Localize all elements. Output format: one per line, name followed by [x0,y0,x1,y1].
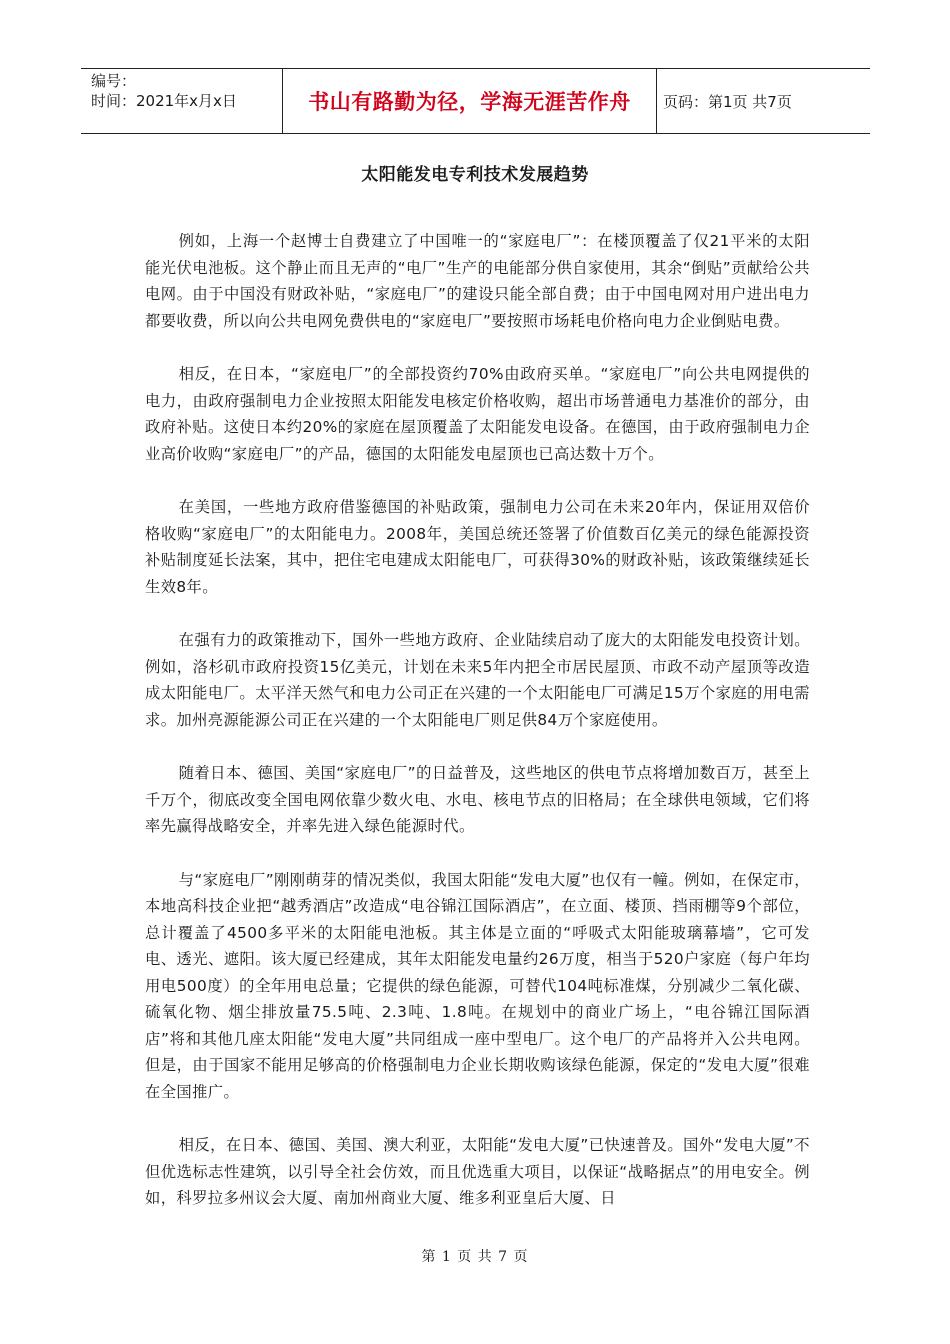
paragraph: 在美国，一些地方政府借鉴德国的补贴政策，强制电力公司在未来20年内，保证用双倍价格收购“家庭电厂”的太阳能电力。2008年，美国总统还签署了价值数百亿美元的绿色能源投资补贴制度延长法案，其中，把住宅电建成太阳能电厂，可获得30%的财政补贴，该政策继续延长生效8年。 [145,498,810,596]
header-page-number: 页码：第1页 共7页 [663,92,792,111]
header-motto: 书山有路勤为径，学海无涯苦作舟 [283,69,657,133]
paragraph: 在强有力的政策推动下，国外一些地方政府、企业陆续启动了庞大的太阳能发电投资计划。例如，洛杉矶市政府投资15亿美元，计划在未来5年内把全市居民屋顶、市政不动产屋顶等改造成太阳能电厂。太平洋天然气和电力公司正在兴建的一个太阳能电厂可满足15万个家庭的用电需求。加州亮源能源公司正在兴建的一个太阳能电厂则足供84万个家庭使用。 [145,631,810,729]
paragraph: 与“家庭电厂”刚刚萌芽的情况类似，我国太阳能“发电大厦”也仅有一幢。例如，在保定市，本地高科技企业把“越秀酒店”改造成“电谷锦江国际酒店”，在立面、楼顶、挡雨棚等9个部位，总计覆盖了4500多平米的太阳能电池板。其主体是立面的“呼吸式太阳能玻璃幕墙”，它可发电、透光、遮阳。该大厦已经建成，其年太阳能发电量约26万度，相当于520户家庭（每户年均用电500度）的全年用电总量；它提供的绿色能源，可替代104吨标准煤，分别减少二氧化碳、硫氧化物、烟尘排放量75.5吨、2.3吨、1.8吨。在规划中的商业广场上，“电谷锦江国际酒店”将和其他几座太阳能“发电大厦”共同组成一座中型电厂。这个电厂的产品将并入公共电网。但是，由于国家不能用足够高的价格强制电力企业长期收购该绿色能源，保定的“发电大厦”很难在全国推广。 [145,870,810,1101]
paragraph: 随着日本、德国、美国“家庭电厂”的日益普及，这些地区的供电节点将增加数百万，甚至上千万个，彻底改变全国电网依靠少数火电、水电、核电节点的旧格局；在全球供电领域，它们将率先赢得战略安全，并率先进入绿色能源时代。 [145,764,810,835]
document-header [81,68,870,134]
paragraph: 例如，上海一个赵博士自费建立了中国唯一的“家庭电厂”：在楼顶覆盖了仅21平米的太阳能光伏电池板。这个静止而且无声的“电厂”生产的电能部分供自家使用，其余“倒贴”贡献给公共电网。由于中国没有财政补贴，“家庭电厂”的建设只能全部自费；由于中国电网对用户进出电力都要收费，所以向公共电网免费供电的“家庭电厂”要按照市场耗电价格向电力企业倒贴电费。 [145,232,810,330]
header-info-cell [81,69,283,133]
date-label: 时间：2021年x月x日 [91,92,237,110]
serial-label: 编号： [91,72,137,90]
paragraph: 相反，在日本、德国、美国、澳大利亚，太阳能“发电大厦”已快速普及。国外“发电大厦”不但优选标志性建筑，以引导全社会仿效，而且优选重大项目，以保证“战略据点”的用电安全。例如，科罗拉多州议会大厦、南加州商业大厦、维多利亚皇后大厦、日 [145,1136,810,1207]
document-title: 太阳能发电专利技术发展趋势 [361,165,589,185]
document-body [145,228,810,1239]
page-footer: 第 1 页 共 7 页 [421,1249,529,1265]
paragraph: 相反，在日本，“家庭电厂”的全部投资约70%由政府买单。“家庭电厂”向公共电网提供的电力，由政府强制电力企业按照太阳能发电核定价格收购，超出市场普通电力基准价的部分，由政府补贴。这使日本约20%的家庭在屋顶覆盖了太阳能发电设备。在德国，由于政府强制电力企业高价收购“家庭电厂”的产品，德国的太阳能发电屋顶也已高达数十万个。 [145,365,810,463]
